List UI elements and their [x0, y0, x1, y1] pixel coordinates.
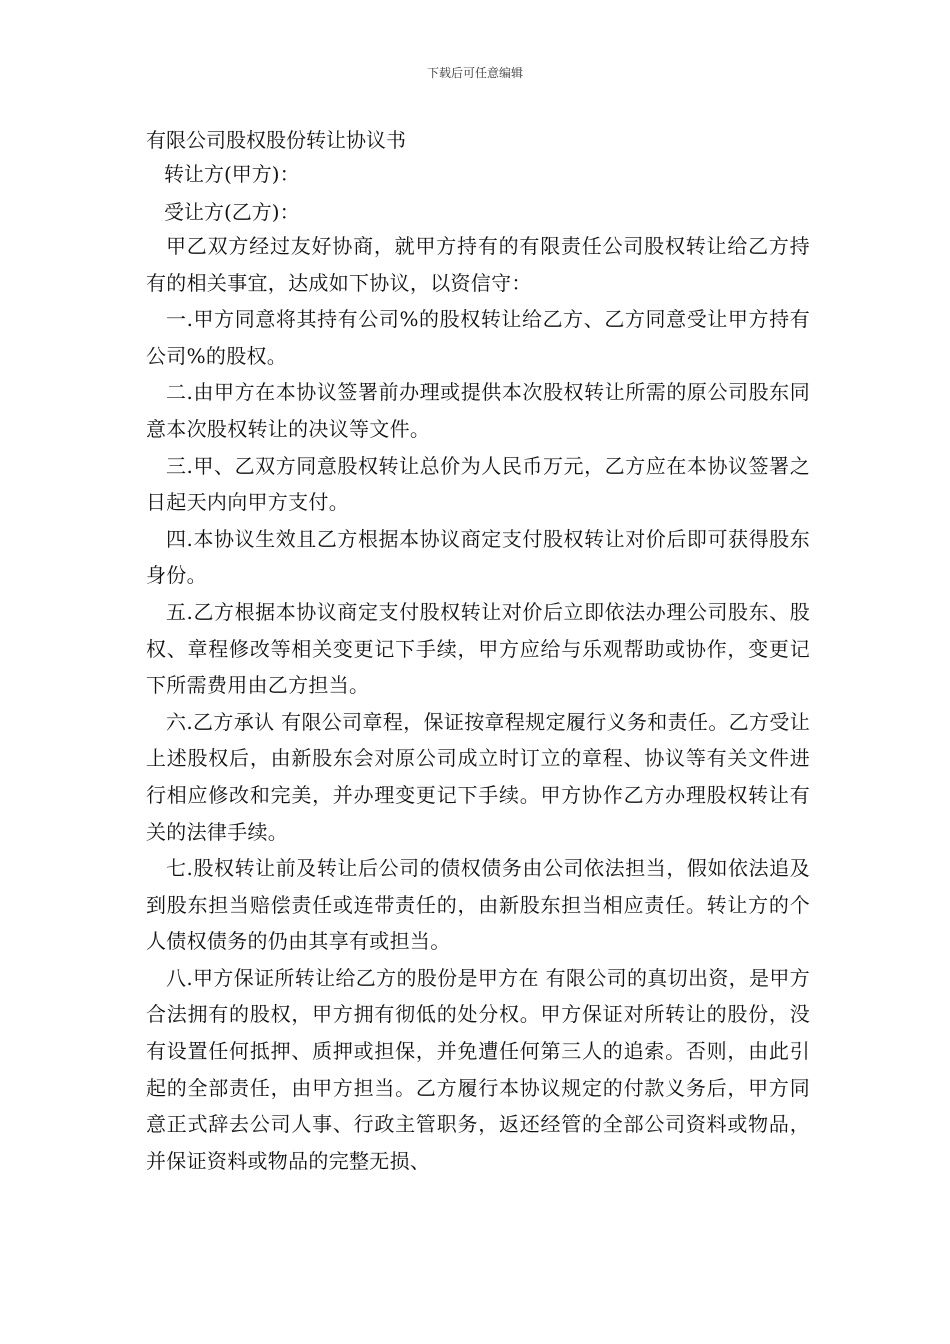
clause-6: 六.乙方承认 有限公司章程，保证按章程规定履行义务和责任。乙方受让上述股权后，由新股东会对原公司成立时订立的章程、协议等有关文件进行相应修改和完美，并办理变更记下手续。甲方协作乙方办理股权转让有关的法律手续。	[146, 709, 810, 844]
page-header-note: 下载后可任意编辑	[426, 66, 523, 80]
clause-4: 四.本协议生效且乙方根据本协议商定支付股权转让对价后即可获得股东身份。	[146, 526, 810, 588]
clause-2: 二.由甲方在本协议签署前办理或提供本次股权转让所需的原公司股东同意本次股权转让的决议等文件。	[146, 380, 810, 441]
clause-1: 一.甲方同意将其持有公司%的股权转让给乙方、乙方同意受让甲方持有公司%的股权。	[146, 307, 810, 368]
preamble-paragraph: 甲乙双方经过友好协商，就甲方持有的有限责任公司股权转让给乙方持有的相关事宜，达成如下协议，以资信守：	[146, 234, 810, 295]
agreement-body	[146, 228, 810, 1179]
clause-8: 八.甲方保证所转让给乙方的股份是甲方在 有限公司的真切出资，是甲方合法拥有的股权，甲方拥有彻低的处分权。甲方保证对所转让的股份，没有设置任何抵押、质押或担保，并免遭任何第三人的追索。否则，由此引起的全部责任，由甲方担当。乙方履行本协议规定的付款义务后，甲方同意正式辞去公司人事、行政主管职务，返还经管的全部公司资料或物品，并保证资料或物品的完整无损、	[146, 965, 810, 1173]
document-title: 有限公司股权股份转让协议书	[146, 128, 406, 152]
party-b-line: 受让方(乙方)：	[164, 200, 300, 224]
clause-3: 三.甲、乙双方同意股权转让总价为人民币万元，乙方应在本协议签署之日起天内向甲方支付。	[146, 453, 810, 515]
clause-7: 七.股权转让前及转让后公司的债权债务由公司依法担当，假如依法追及到股东担当赔偿责任或连带责任的，由新股东担当相应责任。转让方的个人债权债务的仍由其享有或担当。	[146, 856, 810, 954]
party-a-line: 转让方(甲方)：	[164, 162, 300, 186]
clause-5: 五.乙方根据本协议商定支付股权转让对价后立即依法办理公司股东、股权、章程修改等相关变更记下手续，甲方应给与乐观帮助或协作，变更记下所需费用由乙方担当。	[146, 599, 810, 698]
